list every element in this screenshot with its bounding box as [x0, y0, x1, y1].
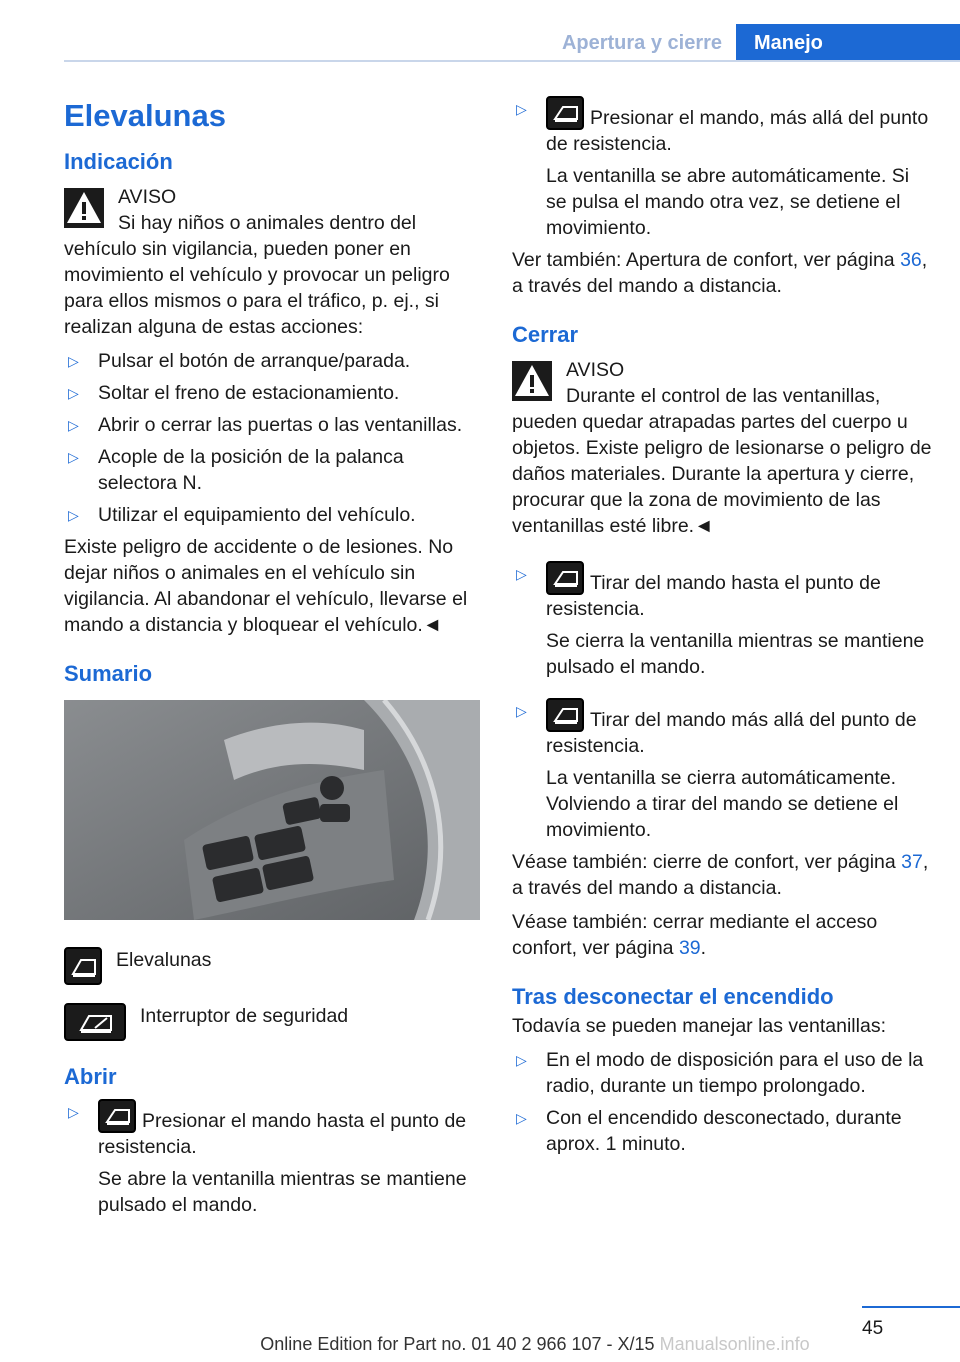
legend-row-safety — [64, 1003, 480, 1041]
page-number: 45 — [862, 1318, 884, 1339]
warning-triangle-icon — [64, 188, 104, 228]
safety-switch-icon — [64, 1003, 126, 1041]
left-column — [64, 96, 480, 1224]
warning-action-list — [64, 348, 480, 528]
see-also-acceso-confort: Véase también: cerrar mediante el acceso confort, ver página 39. — [512, 911, 878, 959]
page-number-rule — [862, 1306, 960, 1308]
triangle-bullet-icon: ▷ — [516, 703, 527, 719]
triangle-bullet-icon: ▷ — [68, 353, 79, 369]
triangle-bullet-icon: ▷ — [68, 417, 79, 433]
list-item: ▷ Acople de la posición de la palanca selectora N. — [68, 446, 404, 494]
heading-sumario: Sumario — [64, 661, 153, 686]
page-link-39[interactable]: 39 — [678, 937, 701, 959]
legend-label: Elevalunas — [116, 949, 212, 971]
heading-abrir: Abrir — [64, 1064, 117, 1089]
heading-indicacion: Indicación — [64, 149, 173, 174]
header-section-label: Apertura y cierre — [561, 32, 723, 54]
tras-intro: Todavía se pueden manejar las ventanillas: — [512, 1015, 886, 1037]
window-switch-icon — [98, 1099, 136, 1133]
triangle-bullet-icon: ▷ — [68, 385, 79, 401]
warning-closing-text: Existe peligro de accidente o de lesiones. No dejar niños o animales en el vehículo sin vigilancia. Al abandonar el vehículo, llevarse el mando a distancia y bloquear el vehículo.◄ — [64, 536, 468, 636]
header-divider — [64, 60, 960, 62]
warning-label: AVISO — [566, 359, 625, 381]
triangle-bullet-icon: ▷ — [516, 1110, 527, 1126]
heading-cerrar: Cerrar — [512, 322, 579, 347]
window-switch-icon — [64, 947, 102, 985]
footer-edition: Online Edition for Part no. 01 40 2 966 107 - X/15 Manualsonline.info — [260, 1334, 810, 1354]
list-item: ▷ En el modo de disposición para el uso de la radio, durante un tiempo prolongado. — [516, 1049, 924, 1097]
abrir-list — [64, 1099, 480, 1218]
legend-label: Interruptor de seguridad — [140, 1005, 349, 1027]
warning-block-indicacion — [64, 184, 480, 340]
warning-triangle-icon — [512, 361, 552, 401]
cerrar-list — [512, 561, 932, 843]
triangle-bullet-icon: ▷ — [516, 566, 527, 582]
list-item: ▷ Soltar el freno de estacionamiento. — [68, 382, 400, 404]
page-title: Elevalunas — [64, 98, 226, 133]
triangle-bullet-icon: ▷ — [68, 507, 79, 523]
warning-label: AVISO — [118, 186, 177, 208]
triangle-bullet-icon: ▷ — [516, 101, 527, 117]
triangle-bullet-icon: ▷ — [68, 449, 79, 465]
warning-block-cerrar — [512, 357, 932, 539]
window-switch-icon — [546, 698, 584, 732]
window-switch-icon — [546, 96, 584, 130]
heading-tras-desconectar: Tras desconectar el encendido — [512, 984, 834, 1009]
tras-list — [512, 1047, 932, 1157]
list-item: ▷ Con el encendido desconectado, durante aprox. 1 minuto. — [516, 1107, 902, 1155]
legend-row-elevalunas — [64, 947, 480, 985]
window-switch-icon — [546, 561, 584, 595]
door-panel-photo — [64, 700, 480, 920]
warning-text: Si hay niños o animales dentro del vehículo sin vigilancia, pueden poner en movimiento el vehículo y provocar un peligro para ellos mismos o para el tráfico, p. ej., si realizan alguna de estas acciones: — [64, 212, 450, 338]
page-link-36[interactable]: 36 — [900, 249, 922, 271]
list-item: ▷ Abrir o cerrar las puertas o las ventanillas. — [68, 414, 463, 436]
right-column — [512, 96, 932, 1163]
watermark: Manualsonline.info — [659, 1334, 810, 1354]
header-chapter-tab[interactable]: Manejo — [736, 24, 960, 62]
see-also-cierre-confort: Véase también: cierre de confort, ver página 37, a través del mando a distancia. — [512, 851, 929, 899]
list-item: ▷ Utilizar el equipamiento del vehículo. — [68, 504, 416, 526]
list-item: ▷ Pulsar el botón de arranque/parada. — [68, 350, 411, 372]
triangle-bullet-icon: ▷ — [516, 1052, 527, 1068]
page-link-37[interactable]: 37 — [901, 851, 923, 873]
list-item: ▷ Presionar el mando, más allá del punto de resistencia. La ventanilla se abre automáticamente. Si se pulsa el mando otra vez, se detiene el movimiento. — [512, 96, 932, 241]
see-also-apertura: Ver también: Apertura de confort, ver página 36, a través del mando a distancia. — [512, 249, 928, 297]
list-item: ▷ Tirar del mando hasta el punto de resistencia. Se cierra la ventanilla mientras se mantiene pulsado el mando. — [512, 561, 932, 680]
triangle-bullet-icon: ▷ — [68, 1104, 79, 1120]
list-item: ▷ Presionar el mando hasta el punto de resistencia. Se abre la ventanilla mientras se mantiene pulsado el mando. — [64, 1099, 480, 1218]
abrir-list-continued — [512, 96, 932, 241]
list-item: ▷ Tirar del mando más allá del punto de resistencia. La ventanilla se cierra automáticamente. Volviendo a tirar del mando se detiene el movimiento. — [512, 698, 932, 843]
warning-text: Durante el control de las ventanillas, pueden quedar atrapadas partes del cuerpo u objetos. Existe peligro de lesionarse o peligro de daños materiales. Durante la apertura y cierre, procurar que la zona de movimiento de las ventanillas esté libre.◄ — [512, 385, 932, 537]
